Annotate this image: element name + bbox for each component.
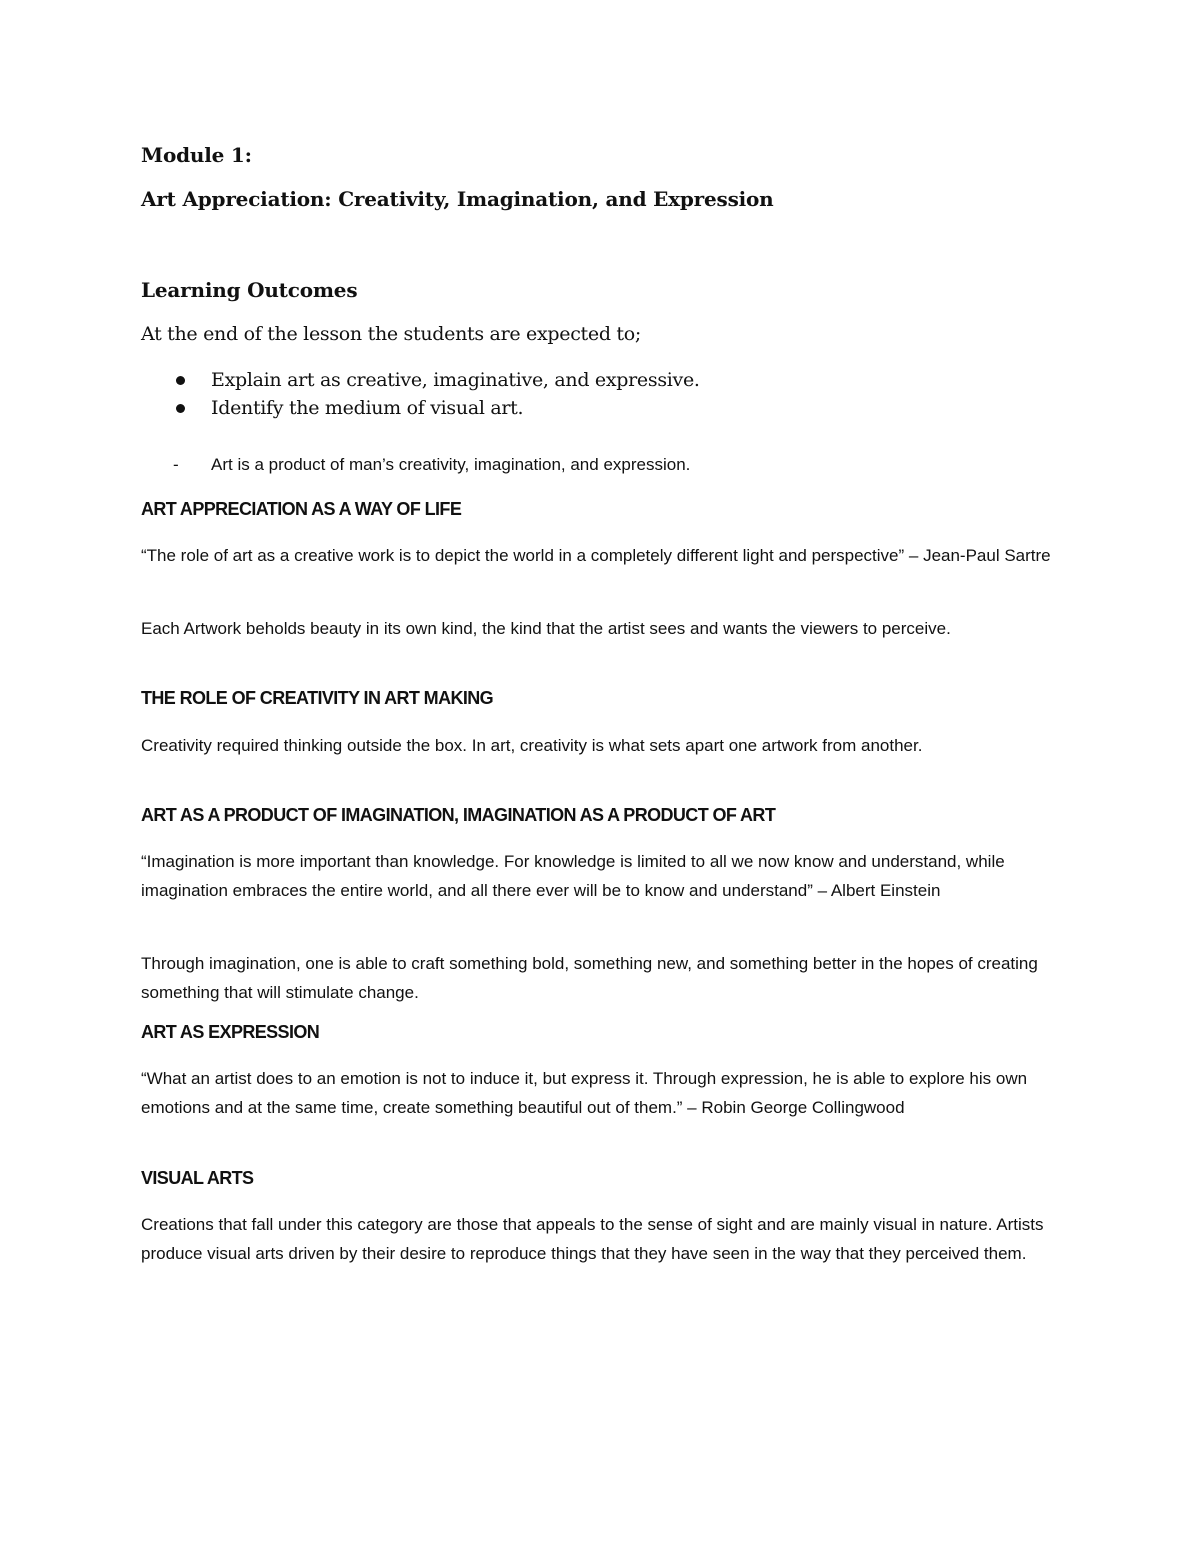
outcome-text: Identify the medium of visual art. <box>211 397 524 419</box>
list-item <box>141 366 700 394</box>
outcome-text: Explain art as creative, imaginative, and expressive. <box>211 369 700 391</box>
section-heading: VISUAL ARTS <box>141 1168 254 1188</box>
paragraph: Through imagination, one is able to craft something bold, something new, and something better in the hopes of creating something that will stimulate change. <box>141 954 1038 1002</box>
section-heading: THE ROLE OF CREATIVITY IN ART MAKING <box>141 688 494 708</box>
dash-note <box>173 455 690 475</box>
learning-outcomes-heading: Learning Outcomes <box>141 278 358 302</box>
list-item <box>141 394 700 422</box>
paragraph: “The role of art as a creative work is to depict the world in a completely different light and perspective” – Jean-Paul Sartre <box>141 546 1051 565</box>
section-heading: ART APPRECIATION AS A WAY OF LIFE <box>141 499 462 519</box>
learning-outcomes-list <box>141 366 700 422</box>
paragraph: “Imagination is more important than knowledge. For knowledge is limited to all we now know and understand, while imagination embraces the entire world, and all there ever will be to know and understand” – Albert Einstein <box>141 852 1005 900</box>
paragraph: Creations that fall under this category are those that appeals to the sense of sight and are mainly visual in nature. Artists produce visual arts driven by their desire to reproduce things that they have seen in the way that they perceived them. <box>141 1215 1044 1263</box>
section-heading: ART AS A PRODUCT OF IMAGINATION, IMAGINATION AS A PRODUCT OF ART <box>141 805 776 825</box>
learning-outcomes-intro: At the end of the lesson the students are expected to; <box>141 323 642 345</box>
bullet-icon <box>176 404 185 413</box>
bullet-icon <box>176 376 185 385</box>
section-heading: ART AS EXPRESSION <box>141 1022 320 1042</box>
document-title: Art Appreciation: Creativity, Imagination, and Expression <box>141 187 774 211</box>
paragraph: Each Artwork beholds beauty in its own kind, the kind that the artist sees and wants the viewers to perceive. <box>141 619 951 638</box>
paragraph: Creativity required thinking outside the box. In art, creativity is what sets apart one artwork from another. <box>141 736 923 755</box>
dash-icon: - <box>173 455 179 474</box>
dash-note-text: Art is a product of man’s creativity, imagination, and expression. <box>211 455 691 474</box>
paragraph: “What an artist does to an emotion is not to induce it, but express it. Through expression, he is able to explore his own emotions and at the same time, create something beautiful out of them.” – Robin George Collingwood <box>141 1069 1028 1117</box>
module-label: Module 1: <box>141 143 252 167</box>
